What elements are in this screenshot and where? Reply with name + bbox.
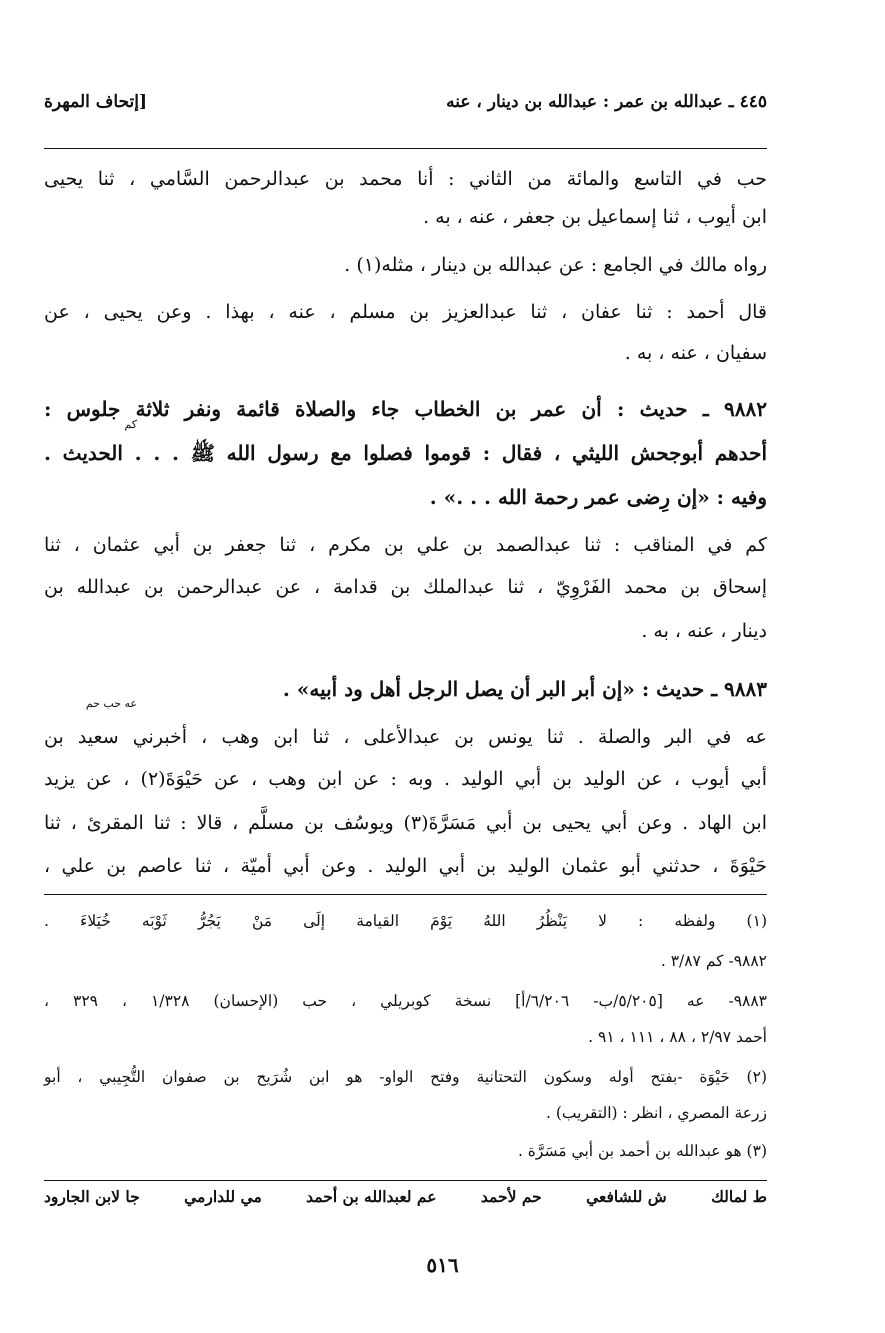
sigla-rule [44, 1180, 767, 1181]
body-line: قال أحمد : ثنا عفان ، ثنا عبدالعزيز بن مسلم ، عنه ، بهذا . وعن يحيى ، عن [44, 301, 767, 323]
page-number: ٥١٦ [426, 1253, 459, 1277]
siglum-ibn-jarud: جا لابن الجارود [44, 1187, 140, 1206]
header-rule [44, 148, 767, 149]
running-header [44, 92, 767, 122]
marginal-siglum: عه حب حم [85, 697, 137, 710]
footnote-rule [44, 894, 767, 895]
book-title: [إتحاف المهرة [44, 92, 148, 112]
body-line: أبي أيوب ، عن الوليد بن أبي الوليد . وبه : عن ابن وهب ، عن حَيْوَةَ(٢) ، عن يزيد [44, 768, 767, 790]
siglum-shafii: ش للشافعي [586, 1187, 667, 1206]
footnote: (٣) هو عبدالله بن أحمد بن أبي مَسَرَّة . [517, 1142, 767, 1160]
siglum-abdullah: عم لعبدالله بن أحمد [306, 1187, 437, 1206]
body-line: رواه مالك في الجامع : عن عبدالله بن دينار ، مثله(١) . [344, 254, 767, 276]
footnote: أحمد ٢/٩٧ ، ٨٨ ، ١١١ ، ٩١ . [588, 1028, 767, 1046]
section-title: ٤٤٥ ـ عبدالله بن عمر : عبدالله بن دينار ، عنه [446, 92, 767, 112]
body-line: ابن الهاد . وعن أبي يحيى بن أبي مَسَرَّةَ(٣) ويوسُف بن مسلَّم ، قالا : ثنا المقرئ ، ثنا [44, 812, 767, 834]
body-line: إسحاق بن محمد الفَرْوِيّ ، ثنا عبدالملك بن قدامة ، عن عبدالرحمن بن عبدالله بن [44, 576, 767, 598]
body-line: وفيه : «إن رِضى عمر رحمة الله . . .» . [429, 485, 767, 509]
footnote: (١) ولفظه : لا يَنْظُرُ اللهُ يَوْمَ القيامة إلَى مَنْ يَجُرُّ ثَوْبَه خُيَلاءَ . [44, 912, 767, 930]
body-line: عه في البر والصلة . ثنا يونس بن عبدالأعلى ، ثنا ابن وهب ، أخبرني سعيد بن [44, 726, 767, 748]
sigla-legend [44, 1187, 767, 1206]
body-line: ابن أيوب ، ثنا إسماعيل بن جعفر ، عنه ، به . [423, 206, 767, 228]
body-line: دينار ، عنه ، به . [641, 620, 767, 642]
body-line: حب في التاسع والمائة من الثاني : أنا محمد بن عبدالرحمن السَّامي ، ثنا يحيى [44, 168, 767, 190]
body-line: أحدهم أبوجحش الليثي ، فقال : قوموا فصلوا مع رسول الله ﷺ . . . الحديث . [44, 441, 767, 465]
hadith-heading-9883: ٩٨٨٣ ـ حديث : «إن أبر البر أن يصل الرجل أهل ود أبيه» . [282, 677, 767, 701]
siglum-ahmad: حم لأحمد [480, 1187, 542, 1206]
body-line: كم في المناقب : ثنا عبدالصمد بن علي بن مكرم ، ثنا جعفر بن أبي عثمان ، ثنا [44, 534, 767, 556]
siglum-darimi: مي للدارمي [184, 1187, 262, 1206]
marginal-siglum: كم [124, 418, 137, 431]
siglum-malik: ط لمالك [711, 1187, 767, 1206]
footnote: زرعة المصري ، انظر : (التقريب) . [546, 1104, 767, 1122]
body-line: حَيْوَةَ ، حدثني أبو عثمان الوليد بن أبي الوليد . وعن أبي أميّة ، ثنا عاصم بن علي ، [44, 855, 767, 877]
footnote: ٩٨٨٣- عه [٥/٢٠٥/ب- ٦/٢٠٦/أ] نسخة كوبريلي ، حب (الإحسان) ١/٣٢٨ ، ٣٢٩ ، [44, 992, 767, 1010]
body-line: سفيان ، عنه ، به . [624, 342, 767, 364]
footnote: (٢) حَيْوَة -بفتح أوله وسكون التحتانية وفتح الواو- هو ابن شُرَيح بن صفوان التُّجِيبي ، أبو [44, 1068, 767, 1086]
footnote: ٩٨٨٢- كم ٣/٨٧ . [660, 952, 767, 970]
hadith-heading-9882: ٩٨٨٢ ـ حديث : أن عمر بن الخطاب جاء والصلاة قائمة ونفر ثلاثة جلوس : [44, 397, 767, 421]
